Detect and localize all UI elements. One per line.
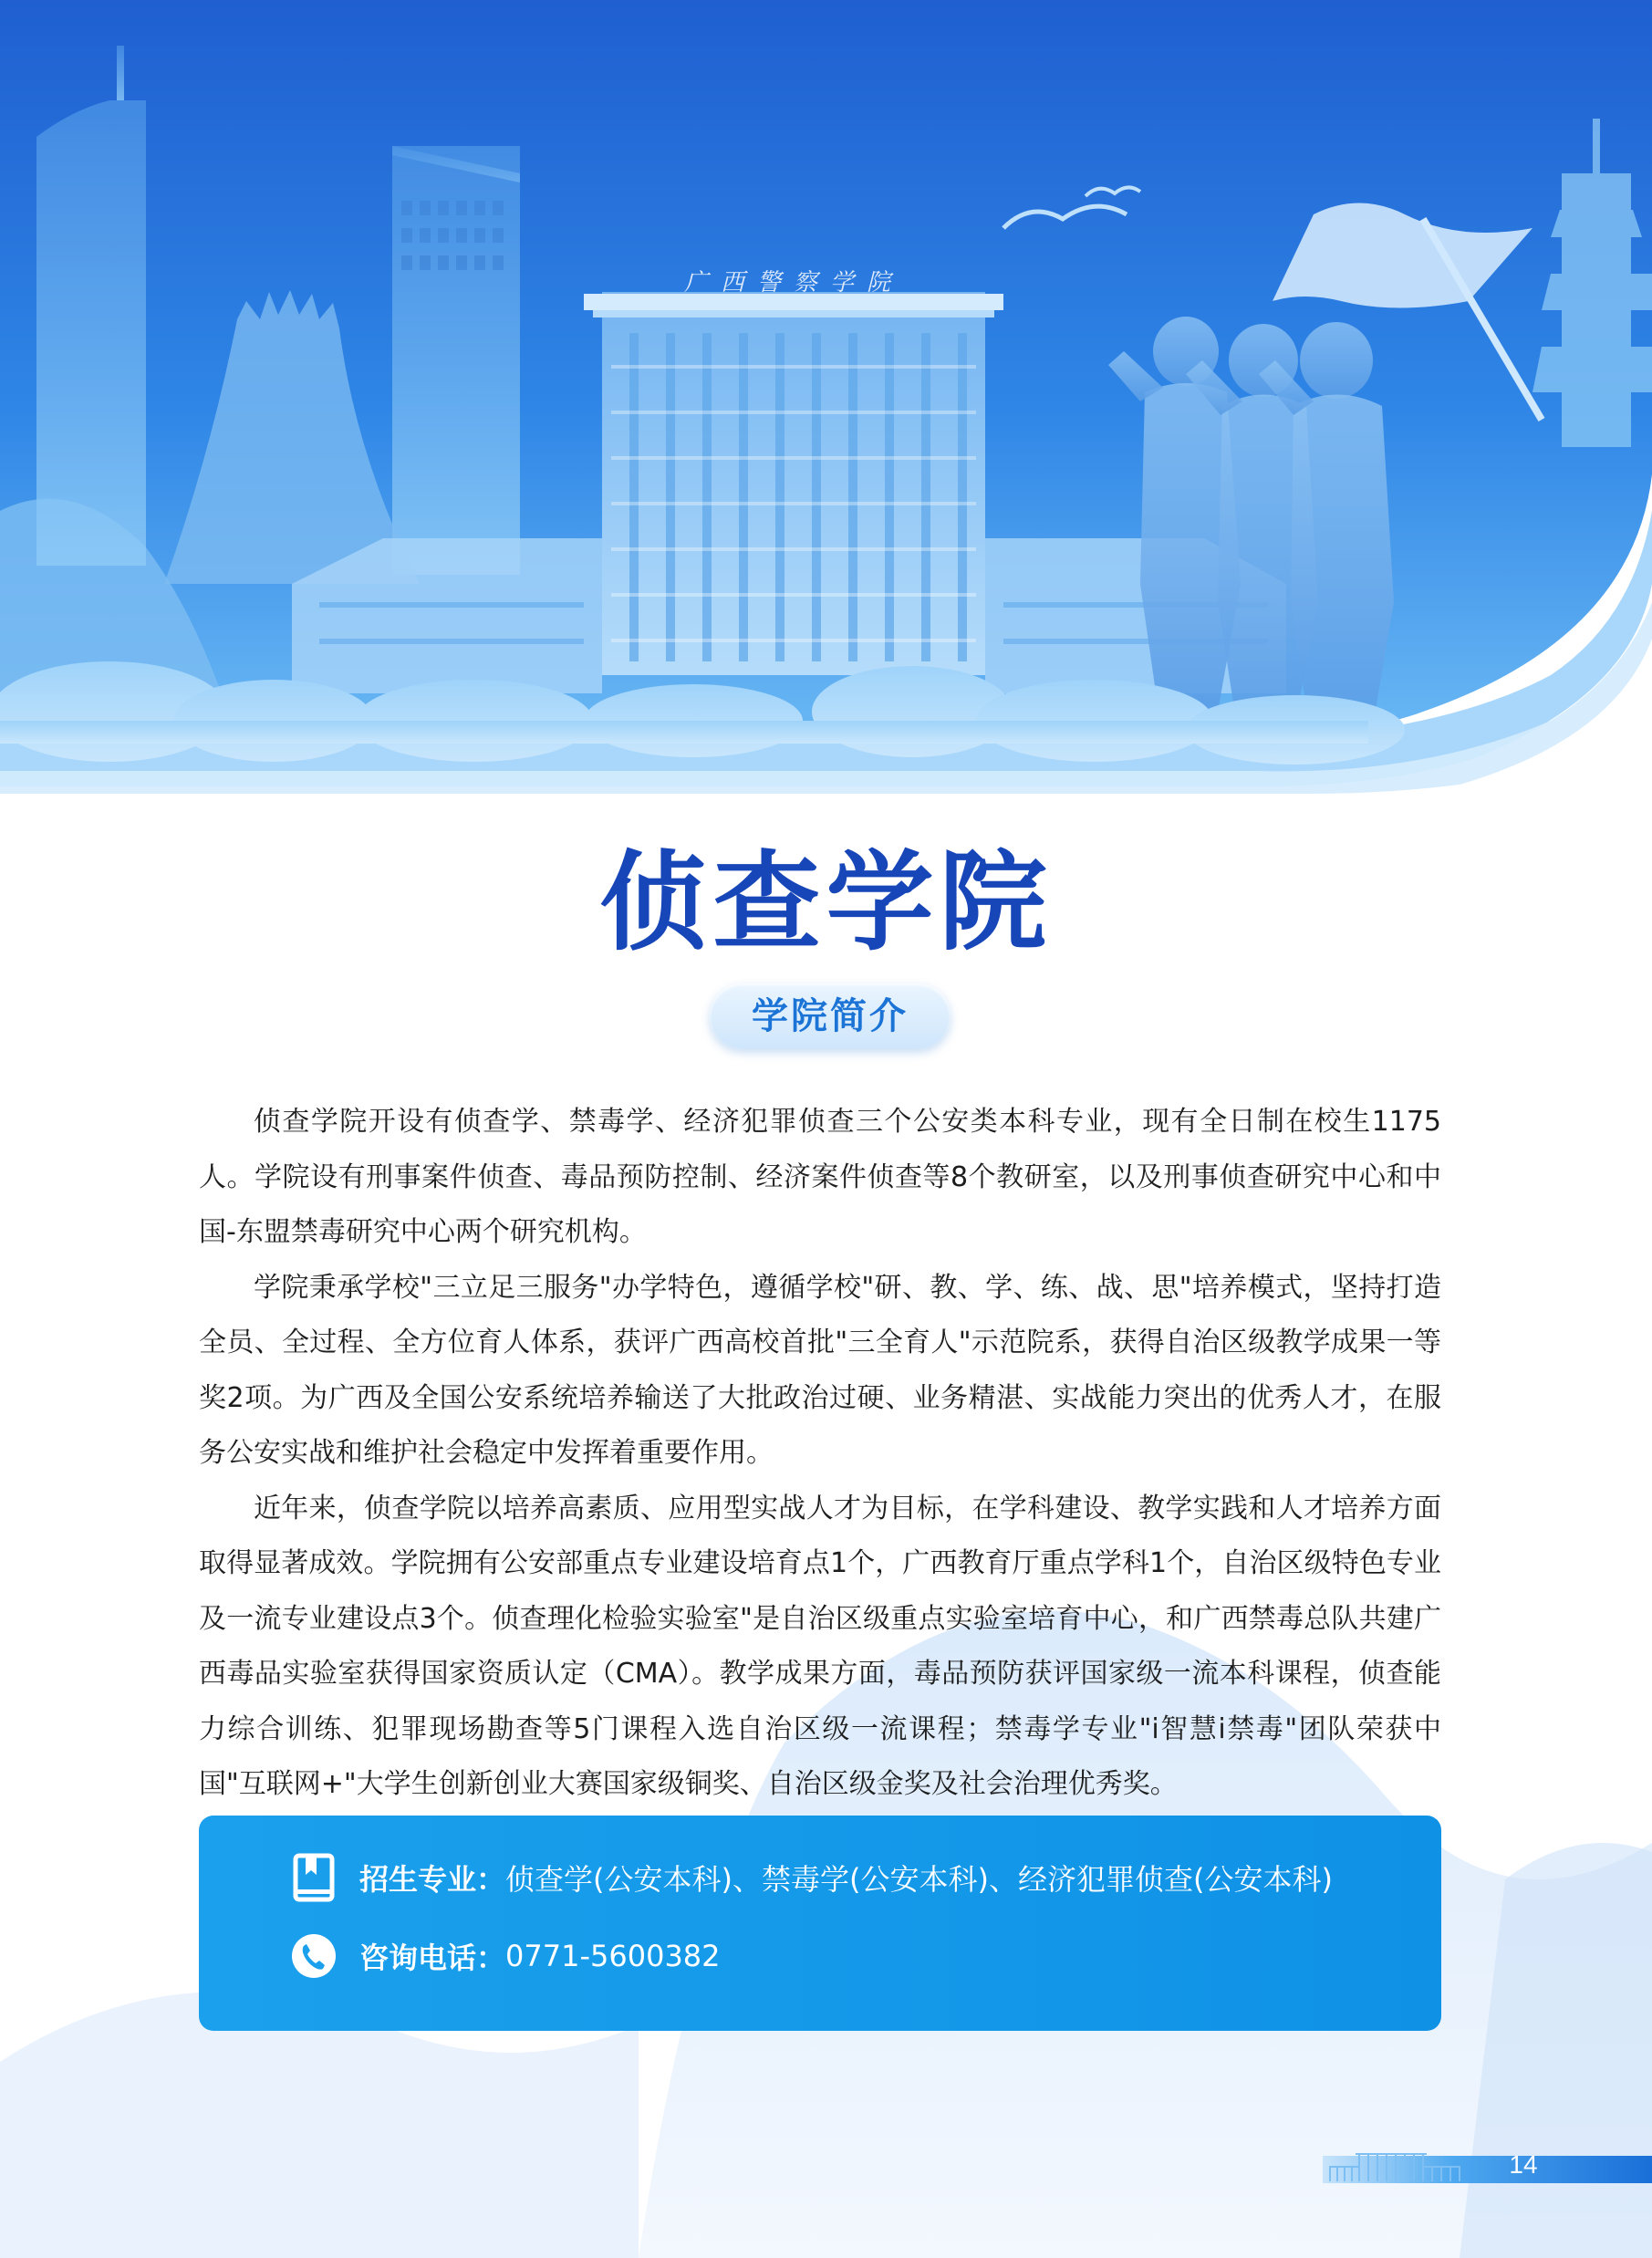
section-label-pill: 学院简介 bbox=[710, 983, 951, 1049]
intro-paragraph-2: 学院秉承学校"三立足三服务"办学特色，遵循学校"研、教、学、练、战、思"培养模式，坚持打造全员、全过程、全方位育人体系，获评广西高校首批"三全育人"示范院系，获得自治区级教学成果一等奖2项。为广西及全国公安系统培养输送了大批政治过硬、业务精湛、实战能力突出的优秀人才，在服务公安实战和维护社会稳定中发挥着重要作用。 bbox=[199, 1271, 1441, 1469]
intro-paragraph-3: 近年来，侦查学院以培养高素质、应用型实战人才为目标，在学科建设、教学实践和人才培养方面取得显著成效。学院拥有公安部重点专业建设培育点1个，广西教育厅重点学科1个，自治区级特色专业及一流专业建设点3个。侦查理化检验实验室"是自治区级重点实验室培育中心，和广西禁毒总队共建广西毒品实验室获得国家资质认定（CMA）。教学成果方面，毒品预防获评国家级一流本科课程，侦查能力综合训练、犯罪现场勘查等5门课程入选自治区级一流课程；禁毒学专业"i智慧i禁毒"团队荣获中国"互联网+"大学生创新创业大赛国家级铜奖、自治区级金奖及社会治理优秀奖。 bbox=[199, 1492, 1441, 1800]
page-title: 侦查学院 bbox=[599, 839, 1053, 965]
page-number-bar bbox=[1323, 2147, 1652, 2183]
phone-row bbox=[290, 1929, 721, 1983]
phone-value: 0771-5600382 bbox=[505, 1939, 721, 1973]
page-number: 14 bbox=[1509, 2150, 1538, 2179]
intro-paragraph-1: 侦查学院开设有侦查学、禁毒学、经济犯罪侦查三个公安类本科专业，现有全日制在校生1175人。学院设有刑事案件侦查、毒品预防控制、经济案件侦查等8个教研室，以及刑事侦查研究中心和中国-东盟禁毒研究中心两个研究机构。 bbox=[199, 1106, 1441, 1248]
book-icon bbox=[290, 1852, 338, 1903]
majors-value: 侦查学(公安本科)、禁毒学(公安本科)、经济犯罪侦查(公安本科) bbox=[505, 1862, 1333, 1897]
building-sign: 广西警察学院 bbox=[683, 269, 904, 297]
hero-illustration bbox=[0, 0, 1652, 794]
majors-row bbox=[290, 1850, 1333, 1905]
majors-label: 招生专业： bbox=[359, 1862, 506, 1897]
phone-icon bbox=[290, 1930, 338, 1982]
admission-info-box bbox=[199, 1816, 1441, 2031]
phone-label: 咨询电话： bbox=[359, 1941, 506, 1975]
intro-text bbox=[199, 1095, 1441, 1813]
